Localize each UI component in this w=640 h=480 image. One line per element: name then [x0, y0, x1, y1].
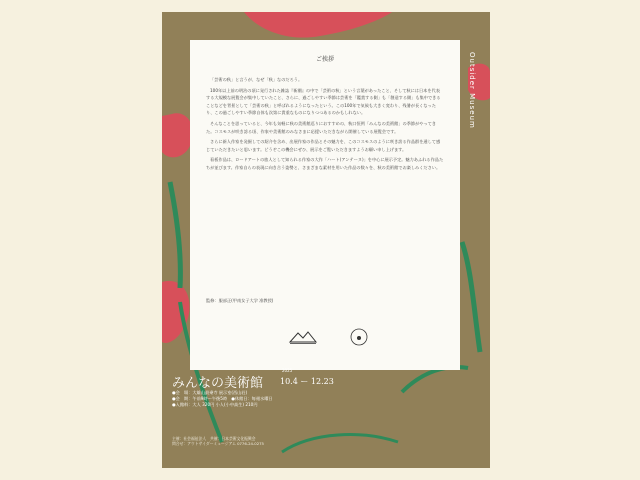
info-admission: ●入館料：大人 320円 小人(小中高生) 210円: [172, 402, 258, 408]
vertical-title: Outsider Museum: [468, 52, 476, 129]
paragraph-2: 100年以上前の明治の頃に発行された雑誌『新潮』の中で「芸術の秋」という言葉があったこと、そして秋には日本を代表する大規模な展覧会が集中していたこと、さらに、過ごしやすい季節は芸術を「鑑賞する側」も「創造する側」も集中できることなどを背景として「芸術の秋」と呼ばれるようになったという。この100年で気候も大きく変わり、残暑が長くなったり、この過ごしやすい季節自体も次第に貴重なものになりつつあるのかもしれない。: [206, 87, 441, 116]
greeting-panel: [190, 40, 460, 370]
paragraph-4: さらに新人作家を発掘しての紹介を含め、出展作家の作品とその魅力を、このコスモスのように咲き誇る作品群を通して感じていただきたいと思います。どうぞこの機会にぜひ、展示をご覧いただきますようお願い申し上げます。: [206, 139, 441, 152]
paragraph-5: 看板作品は、ロードアートの旅人として知られる作家の大作「ハート(アンテーヌ)」を中心に展示予定。魅力あふれる作品たちが並びます。作家自らの表現に向き合う姿勢と、さまざまな素材を用いた作品の数々を、秋の美術館でお楽しみください。: [206, 157, 444, 170]
supervision-credit: 監修：服部正(甲南女子大学 准教授): [206, 298, 274, 303]
info-hours: ●会 期：午前9時〜午後5時 ●休館日：毎週水曜日: [172, 396, 273, 402]
liberte-circle-logo-icon: [350, 328, 368, 346]
paragraph-1: 「芸術の秋」と言うが、なぜ「秋」なのだろう。: [210, 77, 303, 82]
footer-contact: 問合せ：アウトサイダーミュージアム 0776-24-0275: [172, 441, 264, 447]
event-year: 2025: [282, 368, 293, 373]
panel-title: ご挨拶: [315, 56, 334, 63]
sponsor-logos: [288, 328, 368, 346]
event-title: みんなの美術館: [172, 376, 264, 391]
info-venue: ●会 場：大雄山最乗寺 展示室(西山荘): [172, 390, 248, 395]
event-dates: 10.4 ー 12.23: [280, 377, 334, 386]
footer-credits: [172, 436, 482, 447]
event-info: [172, 390, 472, 409]
poster: [162, 12, 490, 468]
footer-organizer: 主催：社会福祉法人 共催：日本芸術文化振興会: [172, 436, 256, 441]
mountain-logo-icon: [288, 329, 318, 345]
paragraph-3: そんなことを思っていると、今年も気軽に秋の美術館巡りにおすすめの、秋口恒例「みんなの美術館」の季節がやってきた。コスモスが咲き誇る頃、作家や美術館のみなさまに応援いただきながら開催している展覧会です。: [206, 120, 437, 134]
greeting-text: [206, 76, 444, 175]
